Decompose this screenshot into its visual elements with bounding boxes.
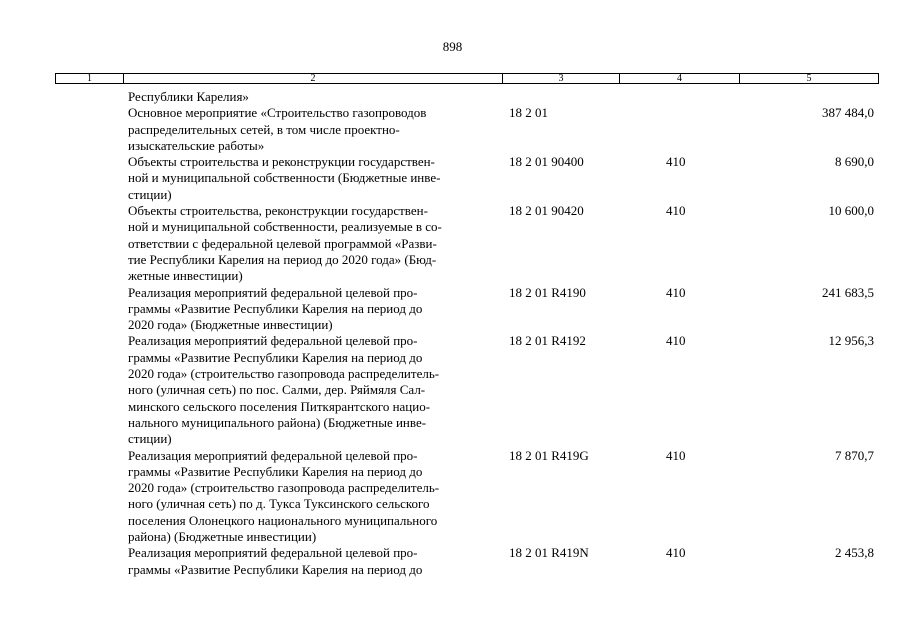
row-description: Объекты строительства и реконструкции государствен- ной и муниципальной собственности (Бюджетные инве- стиции) (128, 154, 441, 202)
row-code: 18 2 01 R419G (509, 447, 589, 463)
row-code: 18 2 01 90400 (509, 154, 584, 170)
row-description: Реализация мероприятий федеральной целевой про- граммы «Развитие Республики Карелия на период до 2020 года» (строительство газопровода распределитель- ного (уличная сеть) по пос. Салми, дер. Ряймяля Сал- минского сельского поселения Питкярантского нацио- нального муниципального района) (Бюджетные инве- стиции) (128, 333, 440, 447)
row-expense-type: 410 (666, 284, 686, 300)
row-expense-type: 410 (666, 545, 686, 561)
row-code: 18 2 01 R419N (509, 545, 589, 561)
column-number-header (55, 73, 879, 84)
row-expense-type: 410 (666, 333, 686, 349)
row-description: Реализация мероприятий федеральной целевой про- граммы «Развитие Республики Карелия на период до (128, 545, 423, 577)
table-row (0, 154, 905, 203)
table-row (0, 203, 905, 284)
row-amount: 387 484,0 (822, 105, 874, 121)
row-description: Реализация мероприятий федеральной целевой про- граммы «Развитие Республики Карелия на период до 2020 года» (Бюджетные инвестиции) (128, 284, 423, 333)
row-amount: 241 683,5 (822, 284, 874, 300)
row-code: 18 2 01 R4192 (509, 333, 586, 349)
table-row (0, 89, 905, 105)
page-number: 898 (442, 39, 463, 54)
table-row (0, 105, 905, 154)
row-expense-type: 410 (666, 203, 686, 219)
row-amount: 7 870,7 (835, 447, 874, 463)
table-row (0, 333, 905, 447)
row-expense-type: 410 (666, 447, 686, 463)
row-code: 18 2 01 R4190 (509, 284, 586, 300)
row-description: Основное мероприятие «Строительство газопроводов распределительных сетей, в том числе проектно- изыскательские работы» (128, 105, 427, 153)
row-code: 18 2 01 (509, 105, 548, 121)
header-col-4: 4 (619, 74, 739, 83)
row-amount: 2 453,8 (835, 545, 874, 561)
row-amount: 8 690,0 (835, 154, 874, 170)
row-description: Республики Карелия» (128, 89, 249, 104)
row-description: Реализация мероприятий федеральной целевой про- граммы «Развитие Республики Карелия на период до 2020 года» (строительство газопровода распределитель- ного (уличная сеть) по д. Тукса Туксинского сельского поселения Олонецкого национального муниципального района) (Бюджетные инвестиции) (128, 447, 440, 545)
budget-table-body (0, 89, 905, 578)
header-col-3: 3 (502, 74, 619, 83)
header-col-5: 5 (739, 74, 878, 83)
header-col-1: 1 (87, 73, 92, 84)
row-expense-type: 410 (666, 154, 686, 170)
row-amount: 12 956,3 (828, 333, 874, 349)
row-code: 18 2 01 90420 (509, 203, 584, 219)
table-row (0, 285, 905, 334)
header-col-2: 2 (123, 74, 502, 83)
table-row (0, 448, 905, 546)
row-amount: 10 600,0 (828, 203, 874, 219)
row-description: Объекты строительства, реконструкции государствен- ной и муниципальной собственности, реализуемые в со- ответствии с федеральной целевой программой «Разви- тие Республики Карелия на период до 2020 года» (Бюд- жетные инвестиции) (128, 203, 442, 284)
table-row (0, 545, 905, 578)
